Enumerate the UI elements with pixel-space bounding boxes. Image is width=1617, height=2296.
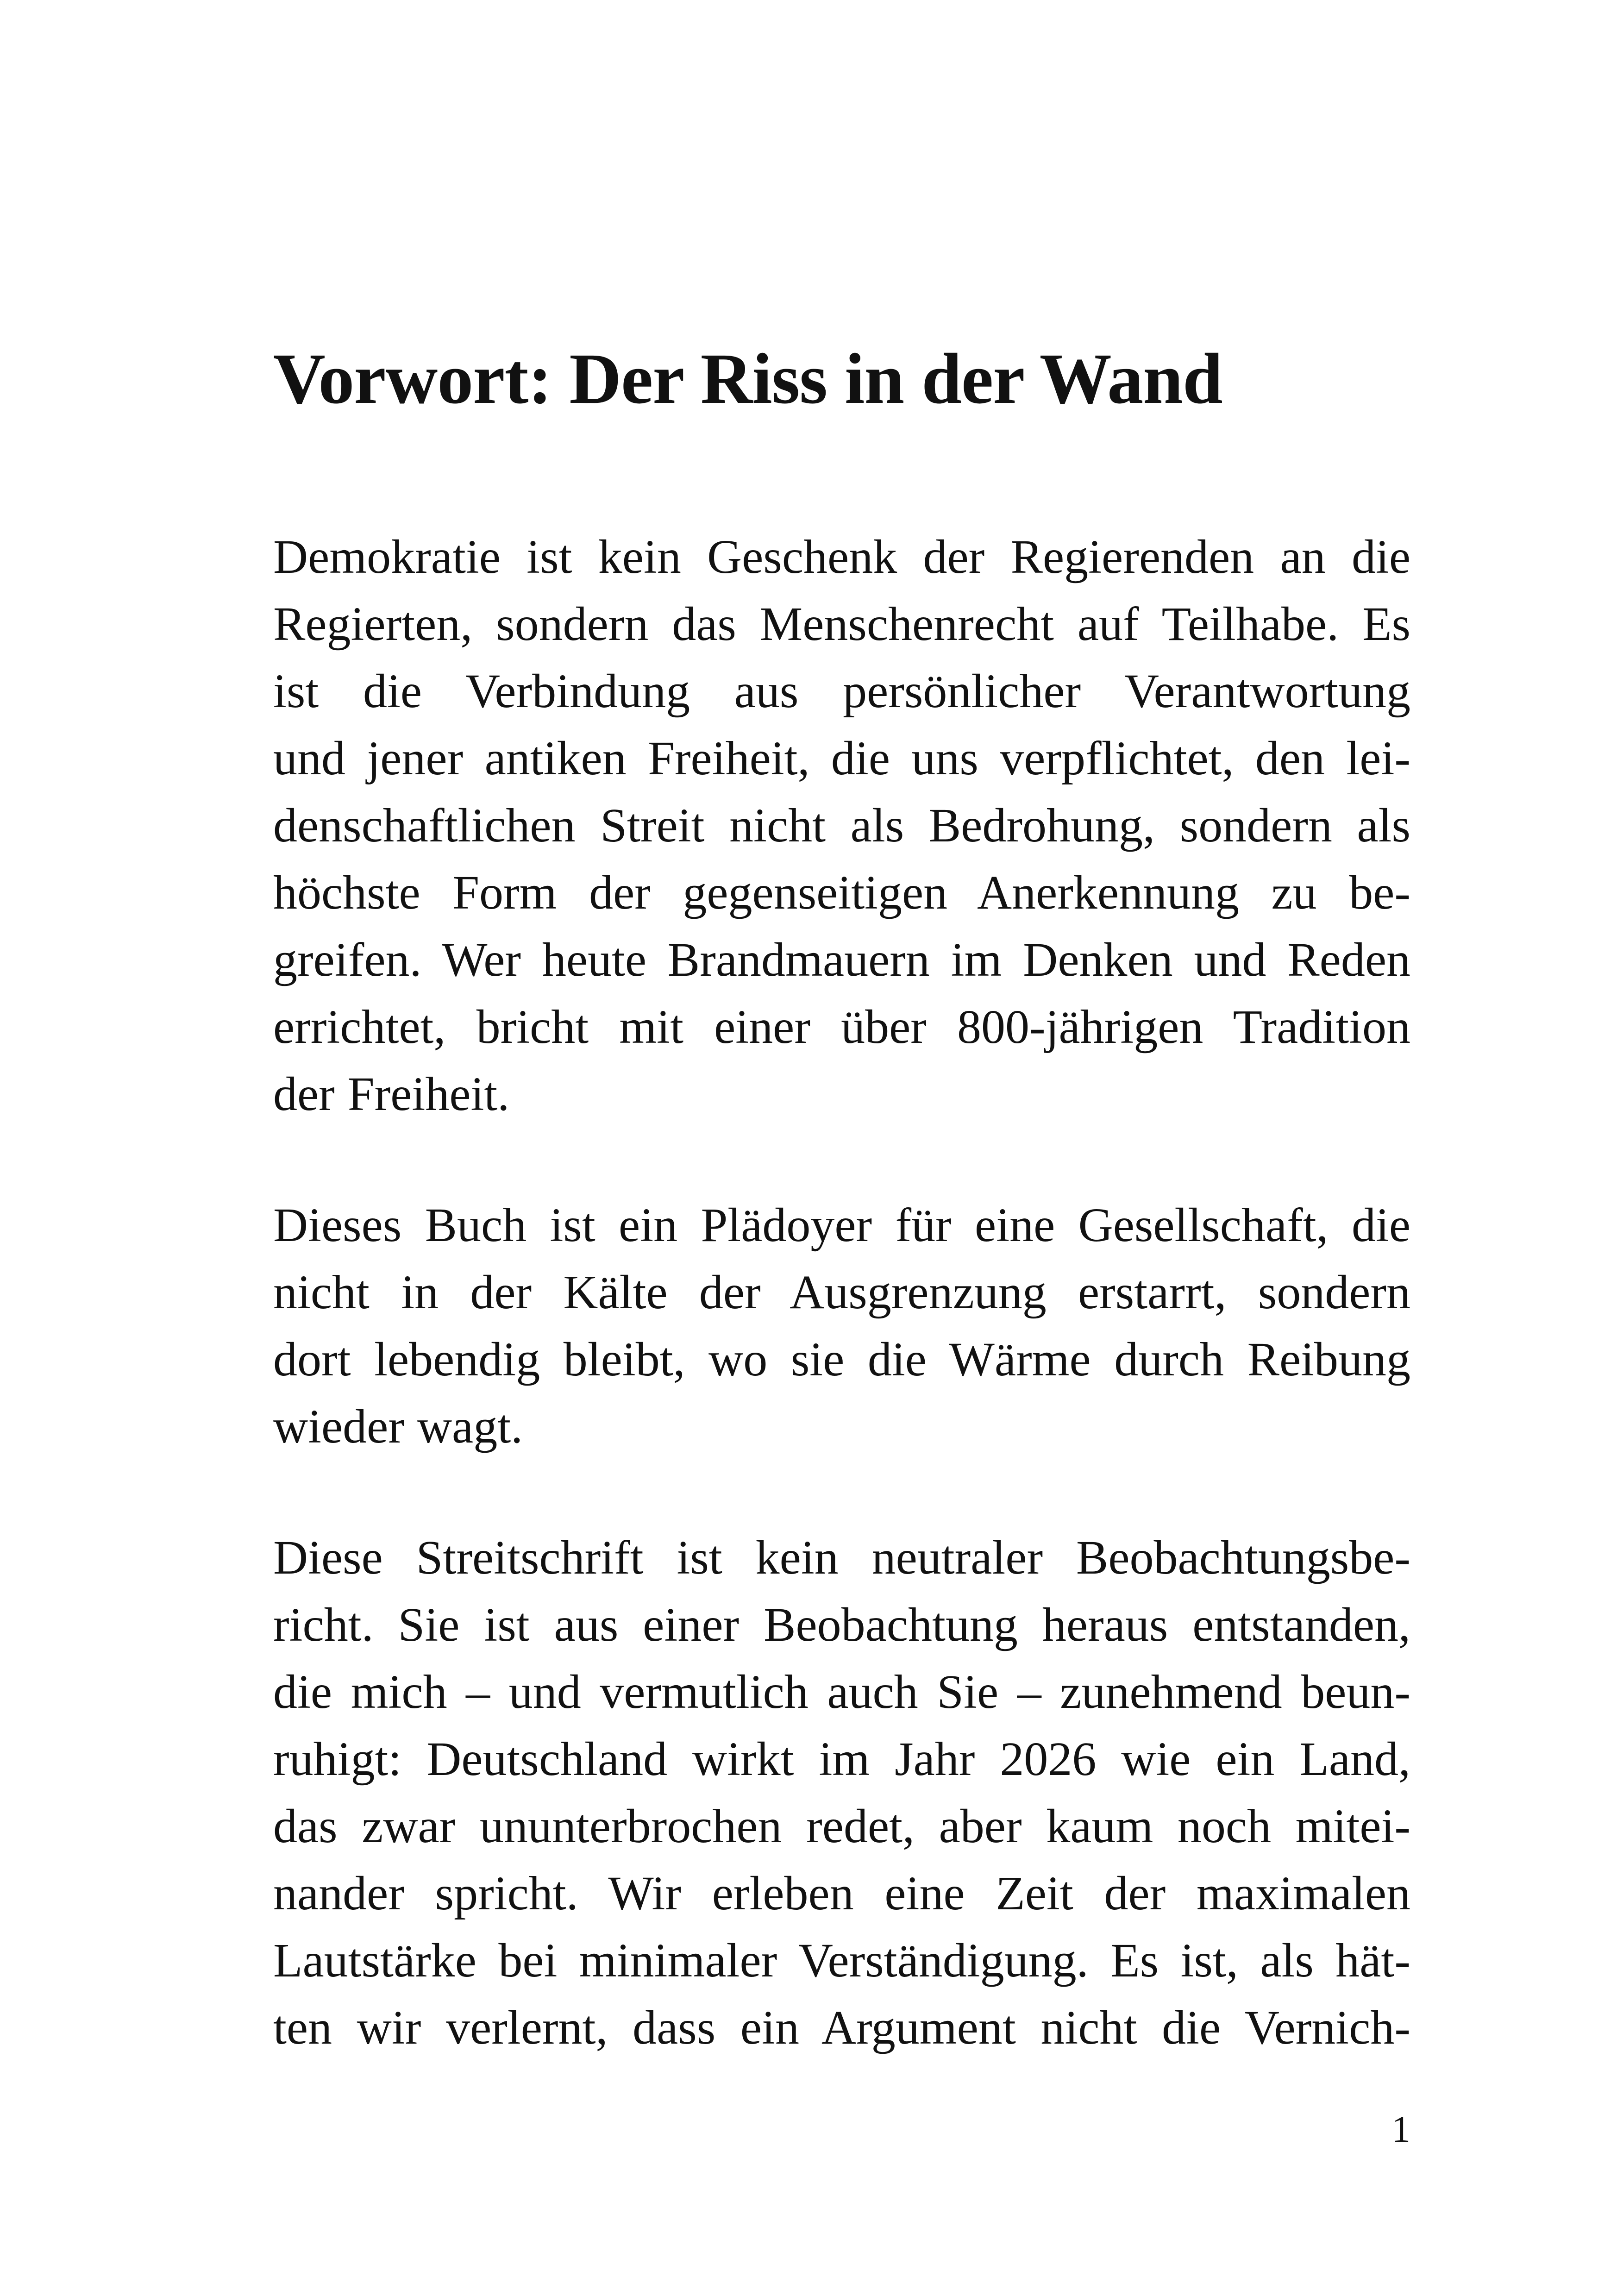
text-line: und jener antiken Freiheit, die uns verpflichtet, den lei- bbox=[273, 732, 1410, 785]
text-line: wieder wagt. bbox=[273, 1400, 523, 1453]
text-line: dort lebendig bleibt, wo sie die Wärme durch Reibung bbox=[273, 1333, 1410, 1386]
text-line: Dieses Buch ist ein Plädoyer für eine Gesellschaft, die bbox=[273, 1198, 1410, 1252]
text-line: Diese Streitschrift ist kein neutraler Beobachtungsbe- bbox=[273, 1531, 1410, 1584]
body-text bbox=[273, 523, 1410, 2125]
text-line: höchste Form der gegenseitigen Anerkennung zu be- bbox=[273, 866, 1410, 919]
text-line: nicht in der Kälte der Ausgrenzung erstarrt, sondern bbox=[273, 1266, 1410, 1319]
text-line: richt. Sie ist aus einer Beobachtung heraus entstanden, bbox=[273, 1598, 1410, 1651]
chapter-title: Vorwort: Der Riss in der Wand bbox=[273, 339, 1222, 419]
text-line: ten wir verlernt, dass ein Argument nicht die Vernich- bbox=[273, 2001, 1410, 2054]
paragraph bbox=[273, 1192, 1410, 1460]
text-line: das zwar ununterbrochen redet, aber kaum noch mitei- bbox=[273, 1800, 1410, 1853]
page-number: 1 bbox=[1391, 2108, 1410, 2150]
text-line: die mich – und vermutlich auch Sie – zunehmend beun- bbox=[273, 1665, 1410, 1719]
text-line: Demokratie ist kein Geschenk der Regierenden an die bbox=[273, 530, 1410, 583]
text-line: errichtet, bricht mit einer über 800-jährigen Tradition bbox=[273, 1000, 1410, 1054]
text-line: ist die Verbindung aus persönlicher Verantwortung bbox=[273, 665, 1410, 718]
text-line: Regierten, sondern das Menschenrecht auf Teilhabe. Es bbox=[273, 597, 1410, 651]
text-line: nander spricht. Wir erleben eine Zeit der maximalen bbox=[273, 1867, 1410, 1920]
paragraph bbox=[273, 1524, 1410, 2061]
text-line: greifen. Wer heute Brandmauern im Denken und Reden bbox=[273, 933, 1410, 986]
text-line: der Freiheit. bbox=[273, 1067, 510, 1121]
text-line: Lautstärke bei minimaler Verständigung. Es ist, als hät- bbox=[273, 1934, 1410, 1987]
text-line: denschaftlichen Streit nicht als Bedrohung, sondern als bbox=[273, 799, 1410, 852]
paragraph bbox=[273, 523, 1410, 1128]
text-line: ruhigt: Deutschland wirkt im Jahr 2026 wie ein Land, bbox=[273, 1732, 1410, 1786]
